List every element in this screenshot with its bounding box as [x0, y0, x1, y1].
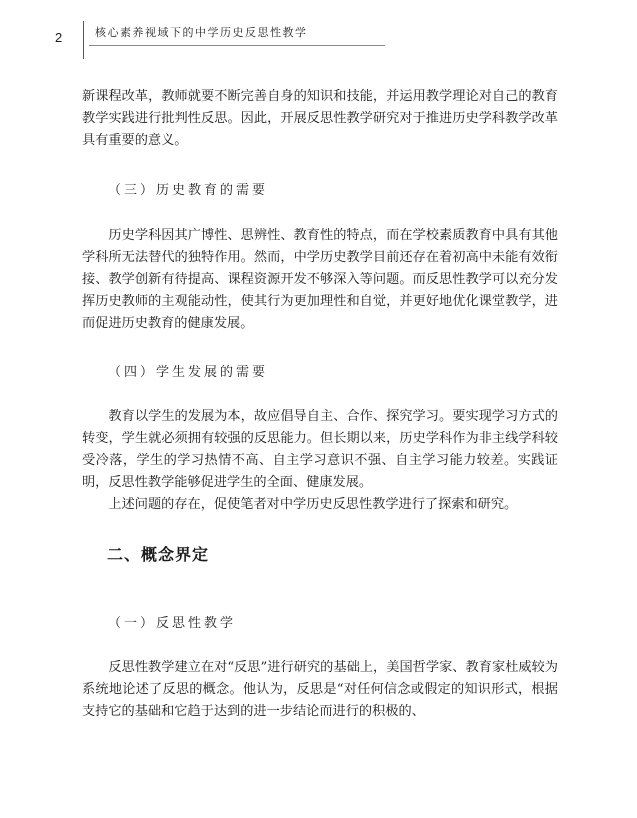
page-number: 2 — [55, 30, 63, 45]
paragraph-history-education: 历史学科因其广博性、思辨性、教育性的特点，而在学校素质教育中具有其他学科所无法替代的独特作用。然而，中学历史教学目前还存在着初高中未能有效衔接、教学创新有待提高、课程资源开发不够深入等问题。而反思性教学可以充分发挥历史教师的主观能动性，使其行为更加理性和自觉，并更好地优化课堂教学，进而促进历史教育的健康发展。 — [82, 228, 558, 331]
paragraph-reflective-teaching: 反思性教学建立在对“反思”进行研究的基础上，美国哲学家、教育家杜威较为系统地论述了反思的概念。他认为，反思是“对任何信念或假定的知识形式，根据支持它的基础和它趋于达到的进一步结论而进行的积极的、 — [82, 660, 558, 719]
subheading-reflective-teaching: （一）反思性教学 — [108, 616, 237, 631]
subheading-history-education: （三）历史教育的需要 — [108, 183, 269, 198]
paragraph-student-development: 教育以学生的发展为本，故应倡导自主、合作、探究学习。要实现学习方式的转变，学生就必须拥有较强的反思能力。但长期以来，历史学科作为非主线学科较受冷落，学生的学习热情不高、自主学习意识不强、自主学习能力较差。实践证明，反思性教学能够促进学生的全面、健康发展。 — [82, 409, 558, 490]
subheading-student-development: （四）学生发展的需要 — [108, 365, 269, 380]
paragraph-continuation: 新课程改革，教师就要不断完善自身的知识和技能，并运用教学理论对自己的教育教学实践进行批判性反思。因此，开展反思性教学研究对于推进历史学科教学改革具有重要的意义。 — [82, 89, 558, 148]
running-title: 核心素养视域下的中学历史反思性教学 — [95, 26, 308, 39]
section-heading-concept-definition: 二、概念界定 — [107, 545, 210, 564]
header-vertical-rule — [83, 21, 84, 59]
paragraph-motivation: 上述问题的存在，促使笔者对中学历史反思性教学进行了探索和研究。 — [108, 497, 518, 512]
header-horizontal-rule — [89, 45, 385, 46]
